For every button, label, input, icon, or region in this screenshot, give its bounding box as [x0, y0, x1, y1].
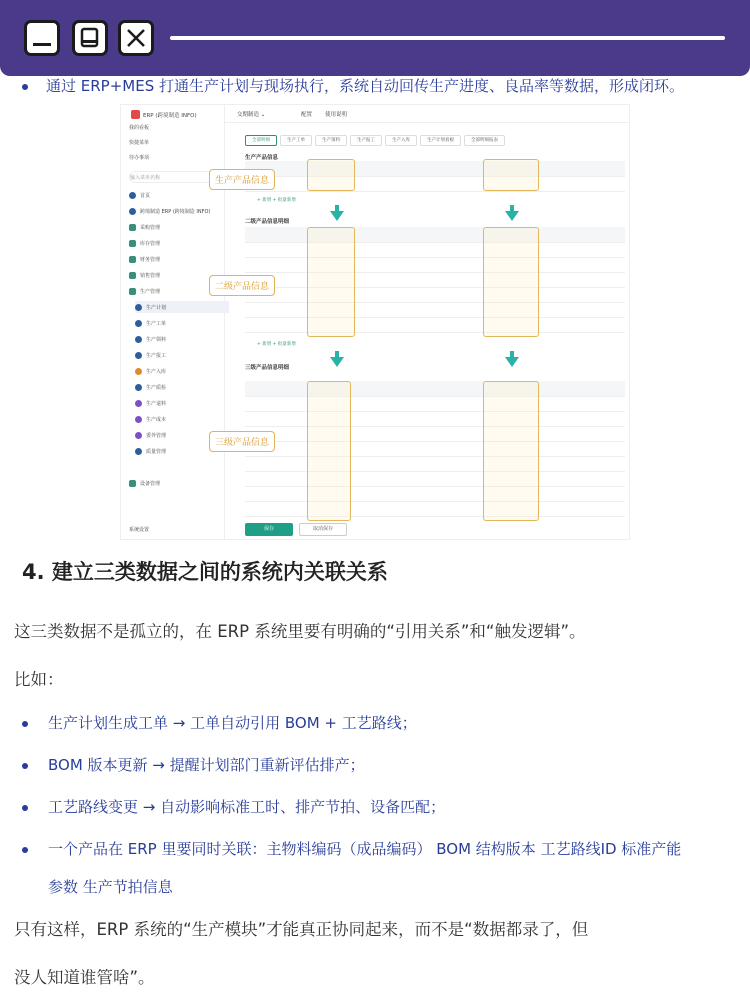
minimize-button[interactable]	[24, 20, 60, 56]
table-row	[245, 501, 625, 516]
highlight-box	[307, 381, 351, 521]
tab[interactable]: 全部明细	[245, 135, 277, 146]
intro-bullet	[22, 76, 684, 96]
table-row	[245, 272, 625, 287]
logo-icon	[131, 110, 140, 119]
highlight-box	[483, 159, 539, 191]
minimize-icon	[31, 27, 53, 49]
cancel-button[interactable]: 取消保存	[299, 523, 347, 536]
list-item: 工艺路线变更 → 自动影响标准工时、排产节拍、设备匹配；	[22, 796, 445, 817]
erp-screenshot	[120, 104, 630, 540]
sidebar-subitem[interactable]: 生产入库	[135, 365, 229, 377]
save-button[interactable]: 保存	[245, 523, 293, 536]
paragraph: 没人知道谁管啥”。	[14, 968, 155, 987]
tab[interactable]: 生产工单	[280, 135, 312, 146]
highlight-box	[483, 227, 539, 337]
paragraph: 只有这样，ERP 系统的“生产模块”才能真正协同起来，而不是“数据都录了，但	[14, 920, 589, 939]
tab[interactable]: 生产计划看板	[420, 135, 461, 146]
paragraph: 比如：	[14, 670, 64, 689]
table-row	[245, 486, 625, 501]
sidebar-subitem[interactable]: 生产计划	[135, 301, 229, 313]
section-title: 二级产品信息明细	[245, 219, 290, 225]
highlight-box	[483, 381, 539, 521]
table-row	[245, 426, 625, 441]
header-dropdown[interactable]: 交期制造 ⌄	[237, 112, 266, 118]
arrow-down-icon	[330, 357, 344, 367]
sidebar-item[interactable]: 销售管理	[129, 269, 223, 281]
title-line	[170, 36, 725, 40]
table-row	[245, 317, 625, 332]
tab[interactable]: 全部明细报表	[464, 135, 505, 146]
sidebar-item[interactable]: 生产管理	[129, 285, 223, 297]
sidebar-subitem[interactable]: 生产领料	[135, 333, 229, 345]
sidebar-item[interactable]: 跨境制造 ERP (跨境制造 INFO)	[129, 205, 223, 217]
paragraph: 这三类数据不是孤立的，在 ERP 系统里要有明确的“引用关系”和“触发逻辑”。	[14, 622, 586, 641]
table-row	[245, 396, 625, 411]
table-row	[245, 471, 625, 486]
sidebar-item[interactable]: 系统设置	[129, 526, 150, 533]
bom-level2-table	[245, 227, 625, 333]
sidebar-item[interactable]: 我的看板	[129, 124, 150, 131]
app-header: 交期制造 ⌄ 配置 使用说明	[225, 105, 630, 123]
bom-level3-table	[245, 381, 625, 517]
list-item: 一个产品在 ERP 里要同时关联：主物料编码（成品编码） BOM 结构版本 工艺路线ID 标准产能	[22, 838, 681, 859]
intro-text: 通过 ERP+MES 打通生产计划与现场执行，系统自动回传生产进度、良品率等数据，形成闭环。	[46, 77, 684, 95]
sidebar-item[interactable]: 快捷菜单	[129, 139, 150, 146]
tag-label: 生产产品信息	[209, 169, 275, 190]
arrow-down-icon	[330, 211, 344, 221]
tab-bar	[245, 135, 505, 146]
maximize-icon	[79, 27, 101, 49]
sidebar-item[interactable]: 设备管理	[129, 477, 223, 489]
sidebar-subitem[interactable]: 生产报工	[135, 349, 229, 361]
tab[interactable]: 生产报工	[350, 135, 382, 146]
close-button[interactable]	[118, 20, 154, 56]
sidebar-subitem[interactable]: 生产成本	[135, 413, 229, 425]
highlight-box	[307, 159, 355, 191]
table-row	[245, 441, 625, 456]
arrow-down-icon	[505, 211, 519, 221]
close-icon	[125, 27, 147, 49]
add-link[interactable]: + 新增 + 批量新增	[257, 198, 296, 203]
sidebar-item[interactable]: 首页	[129, 189, 223, 201]
sidebar-subitem[interactable]: 生产工单	[135, 317, 229, 329]
arrow-down-icon	[505, 357, 519, 367]
section-heading: 4. 建立三类数据之间的系统内关联关系	[22, 560, 388, 584]
sidebar-subitem[interactable]: 生产退料	[135, 397, 229, 409]
table-row	[245, 456, 625, 471]
section-title: 生产产品信息	[245, 155, 279, 161]
sidebar-item[interactable]: 待办事项	[129, 154, 150, 161]
highlight-box	[307, 227, 355, 337]
list-item-continuation: 参数 生产节拍信息	[48, 878, 173, 896]
tag-label: 三级产品信息	[209, 431, 275, 452]
table-row	[245, 176, 625, 191]
table-row	[245, 411, 625, 426]
sidebar-item[interactable]: 财务管理	[129, 253, 223, 265]
list-item: BOM 版本更新 → 提醒计划部门重新评估排产；	[22, 754, 365, 775]
product-table	[245, 161, 625, 192]
table-row	[245, 257, 625, 272]
brand: ERP (跨境制造 INFO)	[131, 110, 197, 119]
section-title: 三级产品信息明细	[245, 365, 290, 371]
sidebar-subitem[interactable]: 委外管理	[135, 429, 229, 441]
table-row	[245, 302, 625, 317]
title-bar	[0, 0, 750, 76]
table-row	[245, 242, 625, 257]
maximize-button[interactable]	[72, 20, 108, 56]
add-link[interactable]: + 新增 + 批量新增	[257, 342, 296, 347]
sidebar-subitem[interactable]: 生产质检	[135, 381, 229, 393]
table-row	[245, 287, 625, 302]
list-item: 生产计划生成工单 → 工单自动引用 BOM + 工艺路线；	[22, 712, 417, 733]
tag-label: 二级产品信息	[209, 275, 275, 296]
tab[interactable]: 生产领料	[315, 135, 347, 146]
sidebar-item[interactable]: 采购管理	[129, 221, 223, 233]
menu-search-input[interactable]: 输入菜单名称	[129, 171, 223, 183]
tab[interactable]: 生产入库	[385, 135, 417, 146]
sidebar-item[interactable]: 库存管理	[129, 237, 223, 249]
sidebar-subitem[interactable]: 质量管理	[135, 445, 229, 457]
